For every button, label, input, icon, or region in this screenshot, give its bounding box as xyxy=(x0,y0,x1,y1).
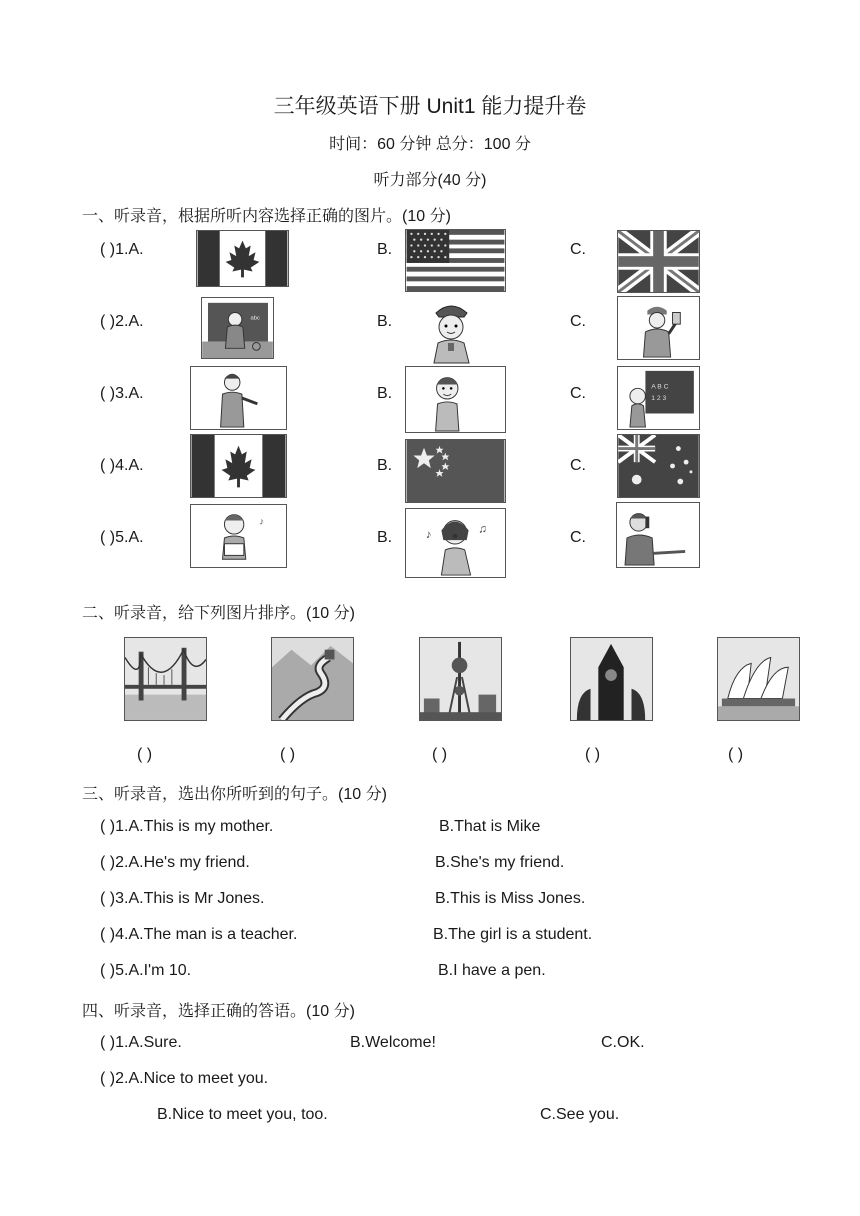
q4-b-label: B. xyxy=(377,457,393,474)
s4-q1-c: C.OK. xyxy=(601,1034,645,1051)
q4-c-label: C. xyxy=(570,457,586,474)
svg-text:abc: abc xyxy=(250,315,260,322)
uk-flag-icon xyxy=(617,230,700,293)
section1-heading: 一、听录音，根据所听内容选择正确的图片。(10 分) xyxy=(82,208,451,225)
rank-blank-2[interactable]: ( ) xyxy=(280,746,296,763)
time-and-score: 时间：60 分钟 总分：100 分 xyxy=(329,136,531,153)
svg-text:♪: ♪ xyxy=(259,516,265,528)
usa-flag-icon xyxy=(405,229,506,292)
q3-b-label: B. xyxy=(377,385,393,402)
s3-q2-b: B.She's my friend. xyxy=(435,854,565,871)
q5-b-label: B. xyxy=(377,529,393,546)
q1-label: ( )1.A. xyxy=(100,241,144,258)
girl-singing-icon xyxy=(405,508,506,578)
section2-heading: 二、听录音，给下列图片排序。(10 分) xyxy=(82,605,355,622)
s4-q1-a: ( )1.A.Sure. xyxy=(100,1034,182,1051)
s3-q4-a: ( )4.A.The man is a teacher. xyxy=(100,926,298,943)
worker-icon xyxy=(617,296,700,360)
man-on-phone-icon xyxy=(616,502,700,568)
boy-icon xyxy=(405,366,506,433)
q2-b-label: B. xyxy=(377,313,393,330)
sydney-opera-house-icon xyxy=(717,637,800,721)
q5-label: ( )5.A. xyxy=(100,529,144,546)
rank-blank-1[interactable]: ( ) xyxy=(137,746,153,763)
great-wall-icon xyxy=(271,637,354,721)
s3-q4-b: B.The girl is a student. xyxy=(433,926,593,943)
canada-flag-icon xyxy=(190,434,287,498)
s3-q3-a: ( )3.A.This is Mr Jones. xyxy=(100,890,265,907)
big-ben-icon xyxy=(570,637,653,721)
q4-label: ( )4.A. xyxy=(100,457,144,474)
woman-teacher-icon xyxy=(190,366,287,430)
q1-c-label: C. xyxy=(570,241,586,258)
golden-gate-bridge-icon xyxy=(124,637,207,721)
australia-flag-icon xyxy=(617,434,700,498)
svg-text:A B C: A B C xyxy=(651,383,669,391)
girl-at-blackboard-icon xyxy=(617,366,700,430)
s3-q1-b: B.That is Mike xyxy=(439,818,541,835)
s3-q5-a: ( )5.A.I'm 10. xyxy=(100,962,192,979)
q3-c-label: C. xyxy=(570,385,586,402)
part-heading: 听力部分(40 分) xyxy=(373,172,487,189)
q2-c-label: C. xyxy=(570,313,586,330)
rank-blank-3[interactable]: ( ) xyxy=(432,746,448,763)
oriental-pearl-tower-icon xyxy=(419,637,502,721)
teacher-at-blackboard-icon xyxy=(201,297,274,359)
s4-q1-b: B.Welcome! xyxy=(350,1034,436,1051)
q5-c-label: C. xyxy=(570,529,586,546)
svg-text:♫: ♫ xyxy=(478,522,488,536)
s4-q2-a: ( )2.A.Nice to meet you. xyxy=(100,1070,269,1087)
rank-blank-4[interactable]: ( ) xyxy=(585,746,601,763)
s3-q1-a: ( )1.A.This is my mother. xyxy=(100,818,274,835)
page-title: 三年级英语下册 Unit1 能力提升卷 xyxy=(273,95,587,118)
s4-q2-c: C.See you. xyxy=(540,1106,620,1123)
police-officer-icon xyxy=(420,297,483,364)
q3-label: ( )3.A. xyxy=(100,385,144,402)
s4-q2-b: B.Nice to meet you, too. xyxy=(157,1106,328,1123)
q2-label: ( )2.A. xyxy=(100,313,144,330)
svg-text:♪: ♪ xyxy=(425,528,432,542)
boy-reading-icon xyxy=(190,504,287,568)
svg-text:1 2 3: 1 2 3 xyxy=(651,394,667,402)
s3-q5-b: B.I have a pen. xyxy=(438,962,546,979)
section4-heading: 四、听录音，选择正确的答语。(10 分) xyxy=(82,1003,355,1020)
q1-b-label: B. xyxy=(377,241,393,258)
rank-blank-5[interactable]: ( ) xyxy=(728,746,744,763)
s3-q2-a: ( )2.A.He's my friend. xyxy=(100,854,250,871)
canada-flag-icon xyxy=(196,230,289,287)
s3-q3-b: B.This is Miss Jones. xyxy=(435,890,586,907)
china-flag-icon xyxy=(405,439,506,503)
section3-heading: 三、听录音，选出你所听到的句子。(10 分) xyxy=(82,786,387,803)
